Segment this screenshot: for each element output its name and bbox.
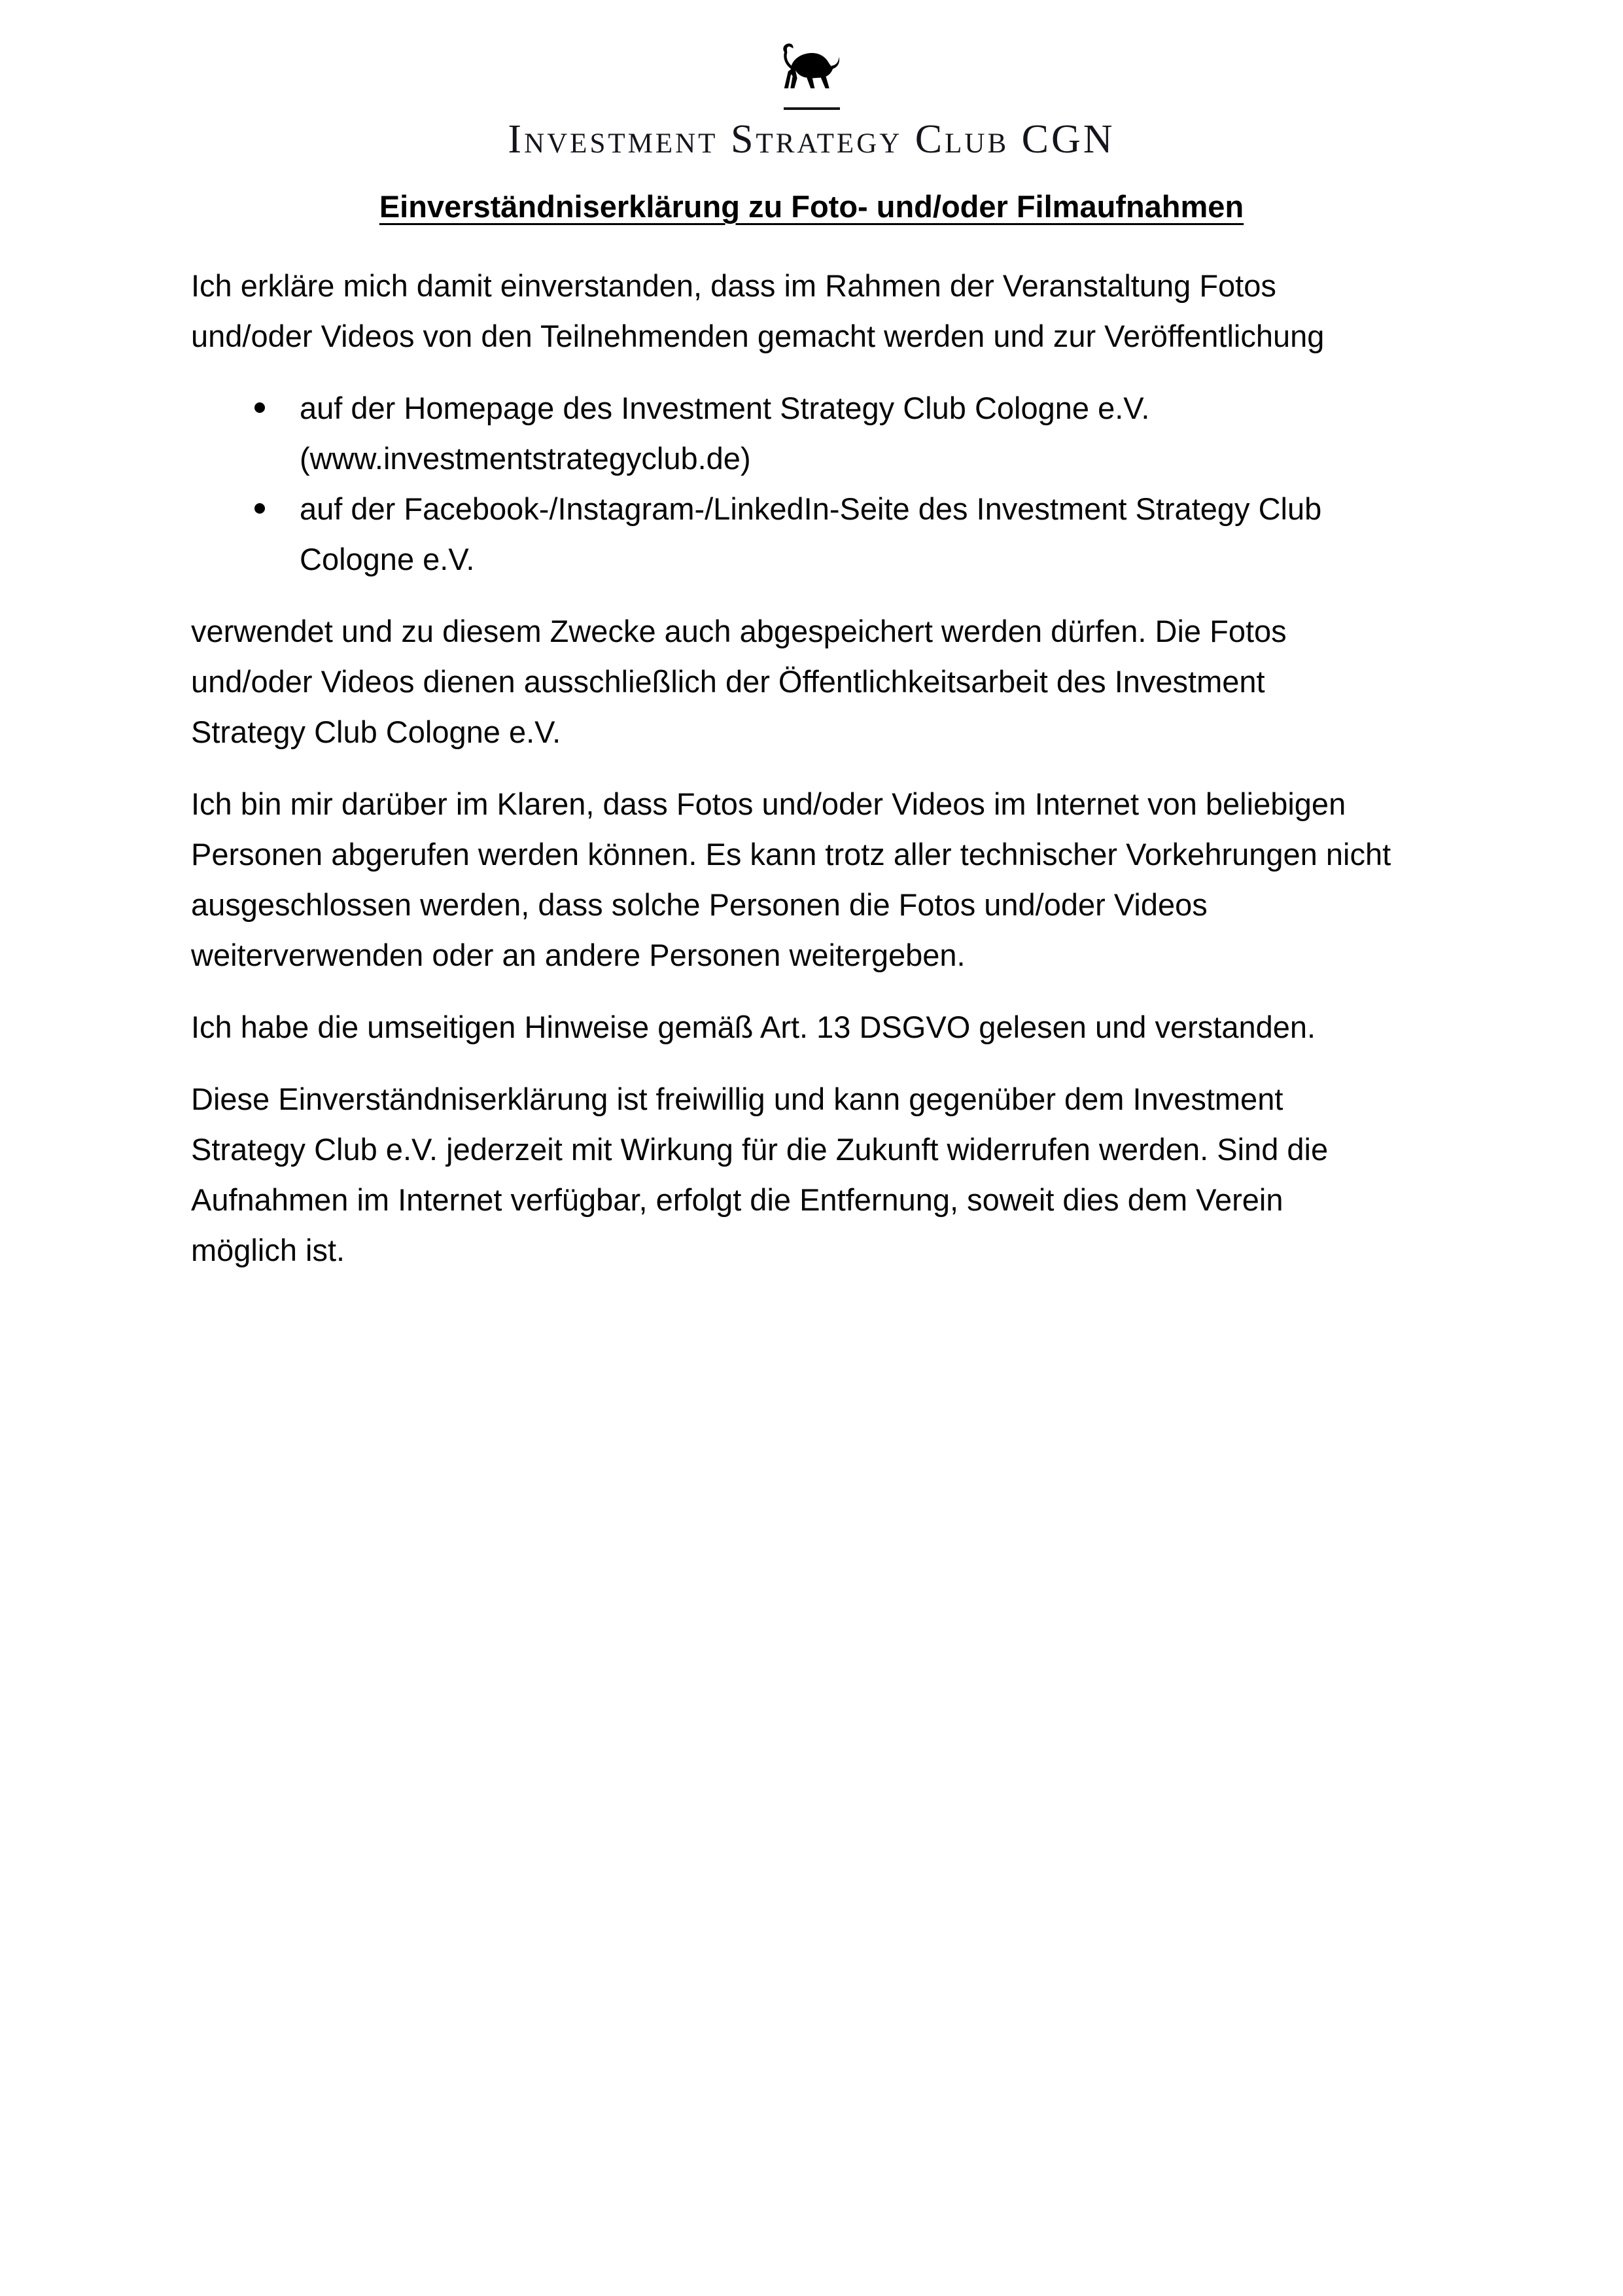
logo-block bbox=[0, 0, 1623, 161]
bull-icon bbox=[775, 38, 848, 98]
text-line: Strategy Club Cologne e.V. bbox=[191, 715, 561, 749]
text-line: ausgeschlossen werden, dass solche Personen die Fotos und/oder Videos bbox=[191, 887, 1208, 922]
text-line: Aufnahmen im Internet verfügbar, erfolgt die Entfernung, soweit dies dem Verein bbox=[191, 1182, 1283, 1217]
text-line: und/oder Videos dienen ausschließlich der Öffentlichkeitsarbeit des Investment bbox=[191, 664, 1265, 699]
text-line: Diese Einverständniserklärung ist freiwillig und kann gegenüber dem Investment bbox=[191, 1082, 1283, 1116]
paragraph-awareness bbox=[191, 779, 1434, 980]
text-line: Personen abgerufen werden können. Es kann trotz aller technischer Vorkehrungen nicht bbox=[191, 837, 1391, 872]
paragraph-intro bbox=[191, 260, 1434, 361]
bullet-icon bbox=[254, 503, 265, 514]
text-line: Strategy Club e.V. jederzeit mit Wirkung für die Zukunft widerrufen werden. Sind die bbox=[191, 1132, 1329, 1167]
document-title: Einverständniserklärung zu Foto- und/oder Filmaufnahmen bbox=[379, 189, 1244, 224]
list-item bbox=[191, 383, 1434, 484]
text-line: Cologne e.V. bbox=[300, 542, 475, 576]
paragraph-usage bbox=[191, 606, 1434, 757]
text-line: Ich bin mir darüber im Klaren, dass Fotos und/oder Videos im Internet von beliebigen bbox=[191, 786, 1346, 821]
text-line: (www.investmentstrategyclub.de) bbox=[300, 441, 751, 476]
text-line: weiterverwenden oder an andere Personen weitergeben. bbox=[191, 938, 966, 972]
text-line: möglich ist. bbox=[191, 1233, 345, 1267]
bullet-icon bbox=[254, 402, 265, 413]
text-line: auf der Facebook-/Instagram-/LinkedIn-Seite des Investment Strategy Club bbox=[300, 491, 1322, 526]
text-line: Ich erkläre mich damit einverstanden, dass im Rahmen der Veranstaltung Fotos bbox=[191, 268, 1276, 303]
text-line: auf der Homepage des Investment Strategy Club Cologne e.V. bbox=[300, 391, 1150, 425]
paragraph-dsgvo bbox=[191, 1002, 1434, 1052]
bullet-list bbox=[191, 383, 1434, 584]
text-line: und/oder Videos von den Teilnehmenden gemacht werden und zur Veröffentlichung bbox=[191, 319, 1325, 353]
document-body bbox=[191, 260, 1434, 1275]
logo-divider bbox=[784, 107, 840, 110]
paragraph-revocation bbox=[191, 1074, 1434, 1275]
list-item bbox=[191, 484, 1434, 584]
text-line: verwendet und zu diesem Zwecke auch abgespeichert werden dürfen. Die Fotos bbox=[191, 614, 1287, 648]
logo-wordmark: Investment Strategy Club CGN bbox=[508, 117, 1115, 162]
text-line: Ich habe die umseitigen Hinweise gemäß Art. 13 DSGVO gelesen und verstanden. bbox=[191, 1010, 1316, 1044]
